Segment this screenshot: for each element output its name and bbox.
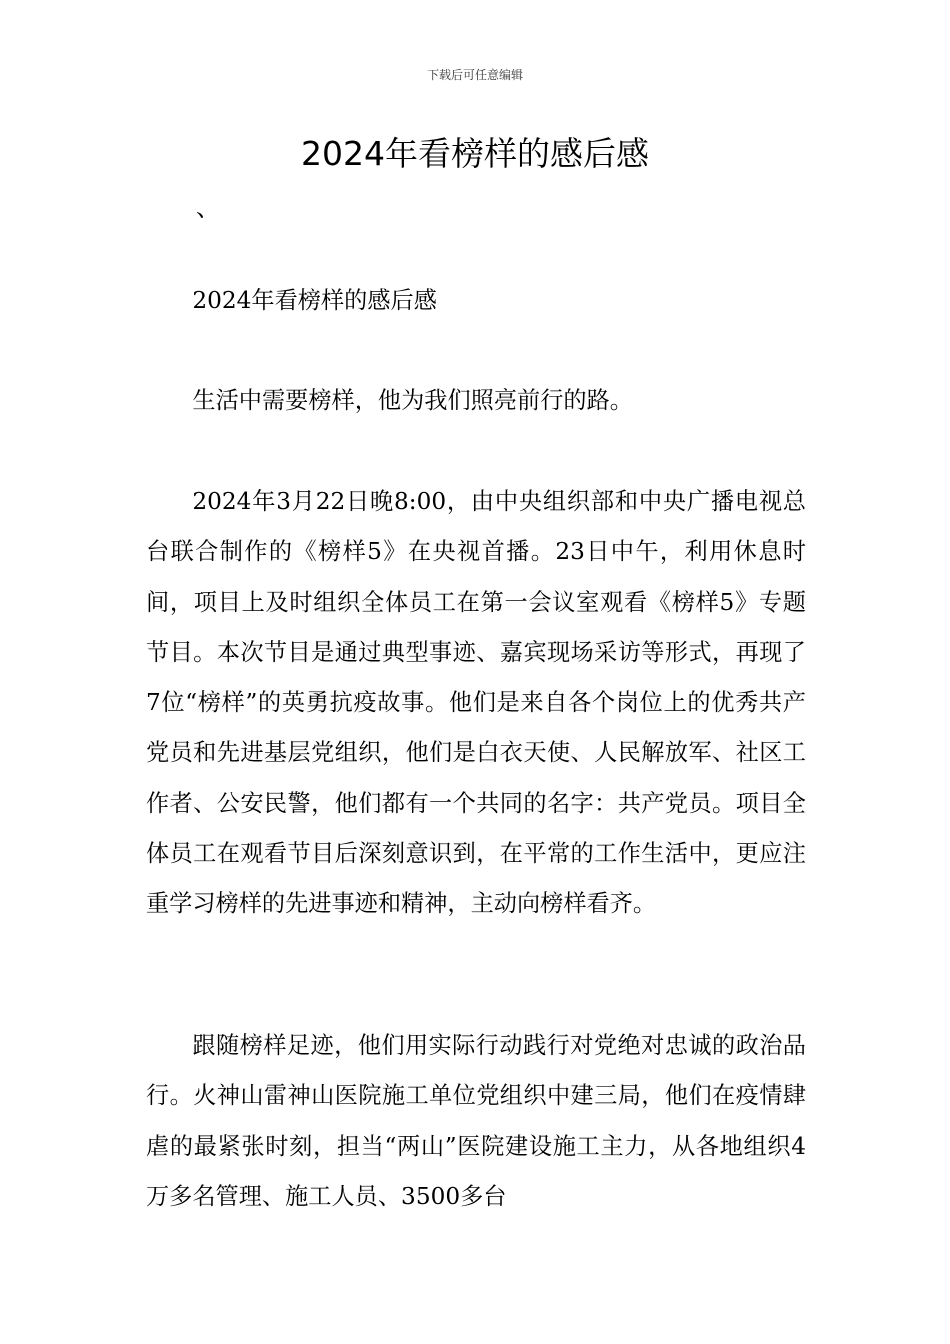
document-title: 2024年看榜样的感后感 [301,134,649,173]
intro-block [146,376,806,426]
enumeration-mark: 、 [196,194,220,222]
intro-paragraph: 生活中需要榜样，他为我们照亮前行的路。 [192,387,633,414]
subtitle-block [146,276,806,326]
body-paragraph: 2024年3月22日晚8:00，由中央组织部和中央广播电视总台联合制作的《榜样5》在央视首播。23日中午，利用休息时间，项目上及时组织全体员工在第一会议室观看《榜样5》专题节目。本次节目是通过典型事迹、嘉宾现场采访等形式，再现了7位“榜样”的英勇抗疫故事。他们是来自各个岗位上的优秀共产党员和先进基层党组织，他们是白衣天使、人民解放军、社区工作者、公安民警，他们都有一个共同的名字：共产党员。项目全体员工在观看节目后深刻意识到，在平常的工作生活中，更应注重学习榜样的先进事迹和精神，主动向榜样看齐。 [146,488,806,918]
header-note: 下载后可任意编辑 [426,68,523,82]
paragraph-block-1 [146,477,806,930]
body-paragraph: 跟随榜样足迹，他们用实际行动践行对党绝对忠诚的政治品行。火神山雷神山医院施工单位党组织中建三局，他们在疫情肆虐的最紧张时刻，担当“两山”医院建设施工主力，从各地组织4万多名管理、施工人员、3500多台 [146,1032,806,1210]
paragraph-block-2 [146,1021,806,1222]
subtitle-paragraph: 2024年看榜样的感后感 [192,287,437,314]
